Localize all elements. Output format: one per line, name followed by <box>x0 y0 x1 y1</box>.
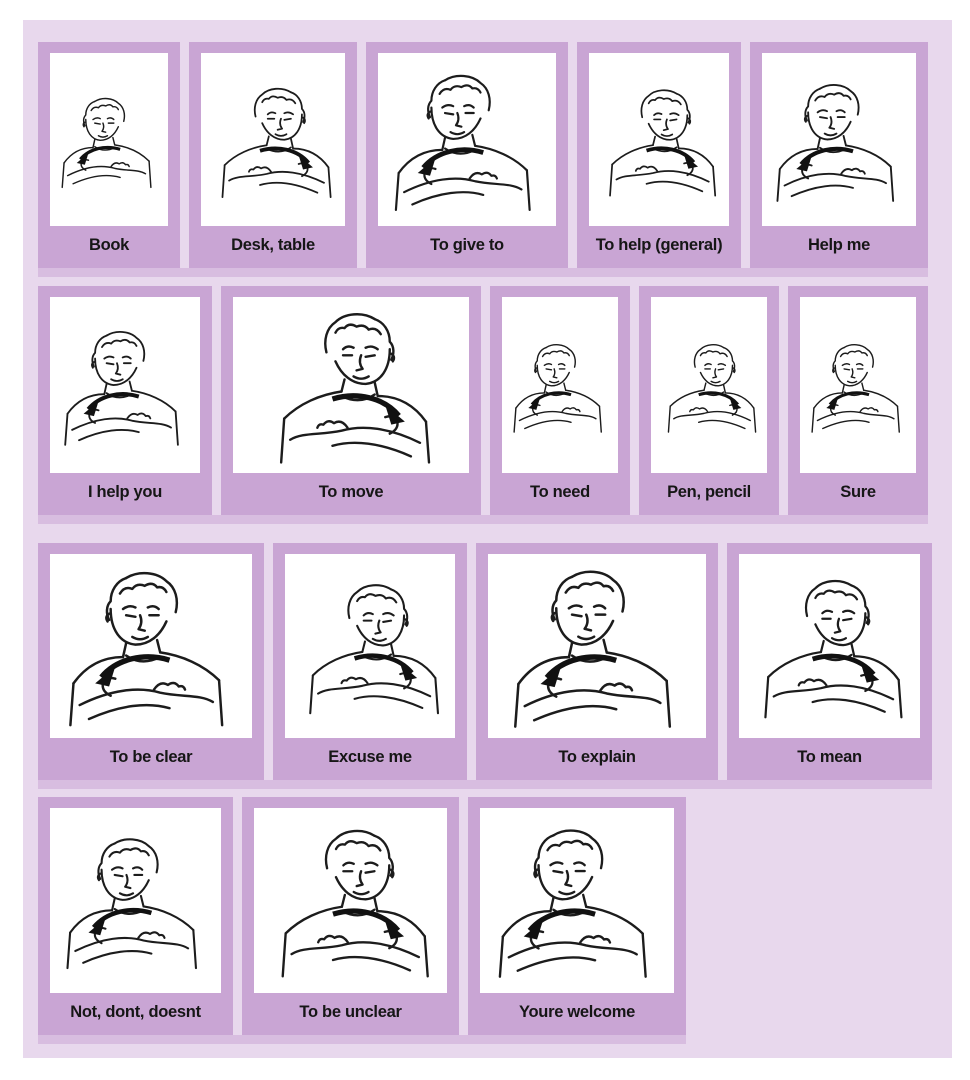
sign-illustration <box>480 808 674 993</box>
card-row <box>38 286 928 515</box>
sign-card-not-dont-doesnt <box>38 797 233 1035</box>
sign-card-i-help-you <box>38 286 212 515</box>
sign-card-to-help-general <box>577 42 741 268</box>
sign-label: Not, dont, doesnt <box>70 1002 201 1021</box>
sign-card-to-be-unclear <box>242 797 459 1035</box>
sign-illustration <box>651 297 767 473</box>
sign-illustration <box>589 53 729 226</box>
sign-label: Book <box>88 235 130 254</box>
sign-label: Youre welcome <box>519 1002 635 1021</box>
signer-figure-icon <box>488 815 666 993</box>
sign-label: Help me <box>807 235 871 254</box>
signer-figure-icon <box>242 304 459 473</box>
sign-card-to-mean <box>727 543 932 780</box>
sign-label: To move <box>318 482 384 501</box>
sign-chart-panel <box>23 20 952 1058</box>
sign-label: To be unclear <box>299 1002 402 1021</box>
sign-illustration <box>378 53 556 226</box>
signer-figure-icon <box>656 304 763 473</box>
signer-figure-icon <box>746 561 913 738</box>
signer-figure-icon <box>57 815 214 993</box>
sign-card-sure <box>788 286 928 515</box>
sign-card-help-me <box>750 42 928 268</box>
sign-card-pen-pencil <box>639 286 779 515</box>
sign-illustration <box>254 808 447 993</box>
sign-illustration <box>201 53 345 226</box>
signer-figure-icon <box>262 815 440 993</box>
signer-figure-icon <box>292 561 448 738</box>
signer-figure-icon <box>805 304 912 473</box>
sign-illustration <box>488 554 706 738</box>
sign-illustration <box>50 53 168 226</box>
signer-figure-icon <box>507 304 614 473</box>
sign-label: To be clear <box>109 747 193 766</box>
signer-figure-icon <box>385 60 549 226</box>
signer-figure-icon <box>768 60 910 226</box>
sign-card-to-move <box>221 286 481 515</box>
sign-illustration <box>285 554 455 738</box>
sign-illustration <box>50 554 252 738</box>
sign-label: To give to <box>430 235 504 254</box>
signer-figure-icon <box>595 60 724 226</box>
sign-label: Pen, pencil <box>667 482 751 501</box>
signer-figure-icon <box>497 561 698 738</box>
sign-card-desk-table <box>189 42 357 268</box>
card-row <box>38 543 932 780</box>
sign-illustration <box>502 297 618 473</box>
sign-illustration <box>762 53 916 226</box>
card-row <box>38 797 686 1035</box>
sign-label: I help you <box>87 482 162 501</box>
sign-illustration <box>739 554 920 738</box>
signer-figure-icon <box>207 60 339 226</box>
sign-label: To help (general) <box>595 235 723 254</box>
sign-label: Desk, table <box>231 235 315 254</box>
signer-figure-icon <box>58 561 244 738</box>
sign-label: Excuse me <box>328 747 412 766</box>
sign-card-to-need <box>490 286 630 515</box>
sign-card-book <box>38 42 180 268</box>
sign-card-to-explain <box>476 543 718 780</box>
sign-label: To mean <box>797 747 862 766</box>
signer-figure-icon <box>56 304 194 473</box>
sign-illustration <box>800 297 916 473</box>
sign-card-youre-welcome <box>468 797 686 1035</box>
signer-figure-icon <box>55 60 164 226</box>
sign-illustration <box>50 297 200 473</box>
card-row <box>38 42 928 268</box>
sign-label: To need <box>530 482 590 501</box>
sign-label: Sure <box>840 482 876 501</box>
sign-label: To explain <box>558 747 636 766</box>
sign-card-excuse-me <box>273 543 467 780</box>
sign-card-to-be-clear <box>38 543 264 780</box>
sign-illustration <box>50 808 221 993</box>
sign-card-to-give-to <box>366 42 568 268</box>
sign-illustration <box>233 297 469 473</box>
